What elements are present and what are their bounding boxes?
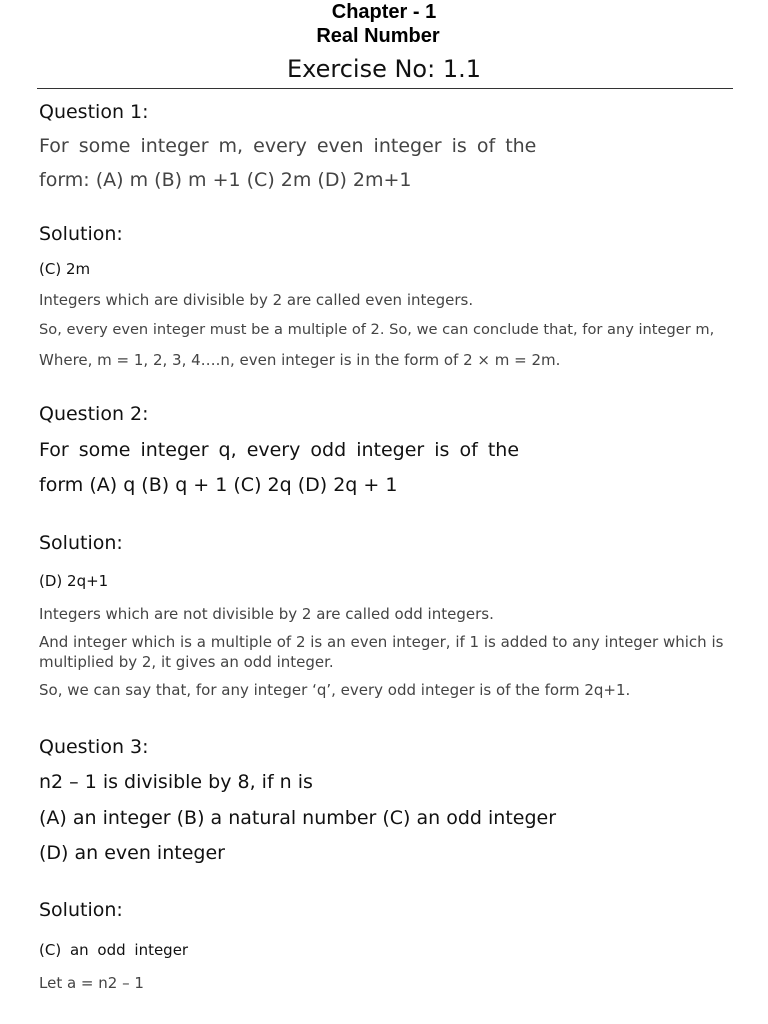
- chapter-title: Real Number: [316, 25, 440, 47]
- solution-3-heading: Solution:: [39, 899, 123, 921]
- question-3-text-line-3: (D) an even integer: [39, 842, 225, 864]
- solution-2-heading: Solution:: [39, 532, 123, 554]
- exercise-title: Exercise No: 1.1: [286, 55, 481, 83]
- solution-1-paragraph-3: Where, m = 1, 2, 3, 4….n, even integer is in the form of 2 × m = 2m.: [39, 351, 561, 369]
- solution-2-paragraph-1: Integers which are not divisible by 2 are called odd integers.: [39, 605, 494, 623]
- solution-3-answer: (C) an odd integer: [39, 941, 189, 959]
- solution-1-paragraph-2: So, every even integer must be a multiple of 2. So, we can conclude that, for any integer m,: [39, 321, 715, 338]
- solution-1-heading: Solution:: [39, 223, 123, 245]
- solution-2-paragraph-3: So, we can say that, for any integer ‘q’, every odd integer is of the form 2q+1.: [39, 681, 631, 699]
- solution-1-answer: (C) 2m: [39, 260, 91, 278]
- question-2-heading: Question 2:: [39, 403, 149, 425]
- solution-1-paragraph-1: Integers which are divisible by 2 are called even integers.: [39, 291, 474, 309]
- solution-2-paragraph-2: And integer which is a multiple of 2 is an even integer, if 1 is added to any integer which is multiplied by 2, it gives an odd integer.: [39, 633, 724, 671]
- question-1-text-line-1: For some integer m, every even integer is of the: [39, 135, 537, 157]
- question-1-heading: Question 1:: [39, 101, 149, 123]
- solution-3-paragraph-1: Let a = n2 – 1: [39, 974, 144, 992]
- question-2-text-line-2: form (A) q (B) q + 1 (C) 2q (D) 2q + 1: [39, 474, 398, 496]
- question-1-text-line-2: form: (A) m (B) m +1 (C) 2m (D) 2m+1: [39, 169, 412, 191]
- question-3-text-line-1: n2 – 1 is divisible by 8, if n is: [39, 771, 313, 793]
- chapter-label: Chapter - 1: [331, 1, 437, 23]
- question-3-heading: Question 3:: [39, 736, 149, 758]
- question-3-text-line-2: (A) an integer (B) a natural number (C) an odd integer: [39, 807, 557, 829]
- solution-2-answer: (D) 2q+1: [39, 572, 109, 590]
- question-2-text-line-1: For some integer q, every odd integer is of the: [39, 439, 520, 461]
- header-divider: [37, 88, 733, 89]
